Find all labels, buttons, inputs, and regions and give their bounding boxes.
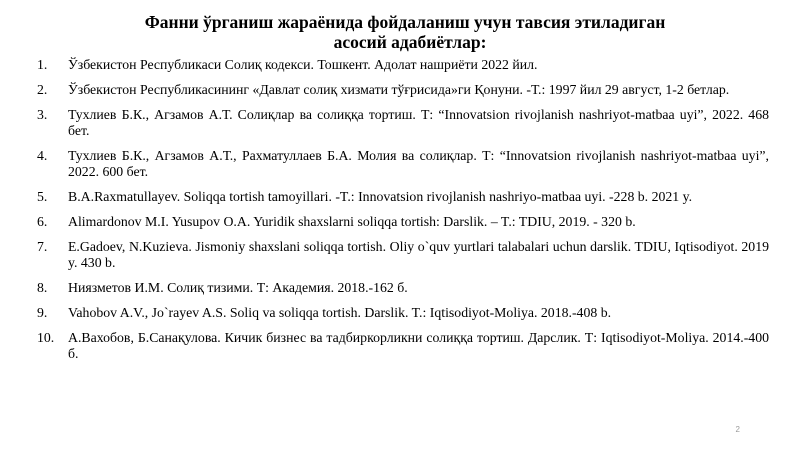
reference-text: Тухлиев Б.К., Агзамов А.Т., Рахматуллаев Б.А. Молия ва солиқлар. Т: “Innovatsion rivojlanish nashriyot-matbaa uyi”, 2022. 600 бет.: [68, 147, 769, 180]
reference-item: [37, 148, 769, 181]
reference-number: 1.: [37, 57, 48, 72]
title-line-2: асосий адабиётлар:: [333, 32, 487, 52]
page-number: 2: [735, 425, 740, 434]
reference-text: Vahobov A.V., Jo`rayev A.S. Soliq va soliqqa tortish. Darslik. T.: Iqtisodiyot-Moliya. 2018.-408 b.: [68, 304, 612, 320]
reference-item: [37, 305, 769, 322]
reference-item: [37, 189, 769, 206]
reference-text: Ўзбекистон Республикаси Солиқ кодекси. Тошкент. Адолат нашриёти 2022 йил.: [68, 57, 538, 72]
reference-text: А.Вахобов, Б.Санақулова. Кичик бизнес ва тадбиркорликни солиққа тортиш. Дарслик. Т: Iqtisodiyot-Moliya. 2014.-400 б.: [68, 329, 769, 362]
reference-number: 4.: [37, 147, 48, 163]
reference-text: Ўзбекистон Республикасининг «Давлат солиқ хизмати тўғрисида»ги Қонуни. -Т.: 1997 йил 29 август, 1-2 бетлар.: [68, 81, 730, 97]
reference-number: 10.: [37, 329, 55, 345]
reference-text: E.Gadoev, N.Kuzieva. Jismoniy shaxslani soliqqa tortish. Oliy o`quv yurtlari talabalari uchun darslik. TDIU, Iqtisodiyot. 2019 y. 430 b.: [68, 238, 769, 271]
reference-text: B.A.Raxmatullayev. Soliqqa tortish tamoyillari. -T.: Innovatsion rivojlanish nashriyo-matbaa uyi. -228 b. 2021 y.: [68, 189, 693, 205]
reference-list: [37, 57, 769, 371]
reference-item: [37, 330, 769, 363]
reference-number: 6.: [37, 213, 48, 229]
reference-item: [37, 82, 769, 99]
reference-item: [37, 214, 769, 231]
reference-item: [37, 57, 769, 74]
reference-item: [37, 280, 769, 297]
reference-text: Alimardonov M.I. Yusupov O.A. Yuridik shaxslarni soliqqa tortish: Darslik. – T.: TDIU, 2019. - 320 b.: [68, 213, 636, 229]
reference-item: [37, 239, 769, 272]
reference-number: 8.: [37, 280, 48, 296]
reference-number: 9.: [37, 304, 48, 320]
reference-text: Ниязметов И.М. Солиқ тизими. Т: Академия. 2018.-162 б.: [68, 280, 408, 296]
reference-number: 3.: [37, 106, 48, 122]
reference-number: 7.: [37, 238, 48, 254]
page-title: [0, 12, 800, 52]
reference-text: Тухлиев Б.К., Агзамов А.Т. Солиқлар ва солиққа тортиш. Т: “Innovatsion rivojlanish nashriyot-matbaa uyi”, 2022. 468 бет.: [68, 106, 769, 139]
reference-number: 5.: [37, 189, 48, 205]
title-line-1: Фанни ўрганиш жараёнида фойдаланиш учун тавсия этиладиган: [144, 12, 666, 32]
reference-number: 2.: [37, 81, 48, 97]
reference-item: [37, 107, 769, 140]
